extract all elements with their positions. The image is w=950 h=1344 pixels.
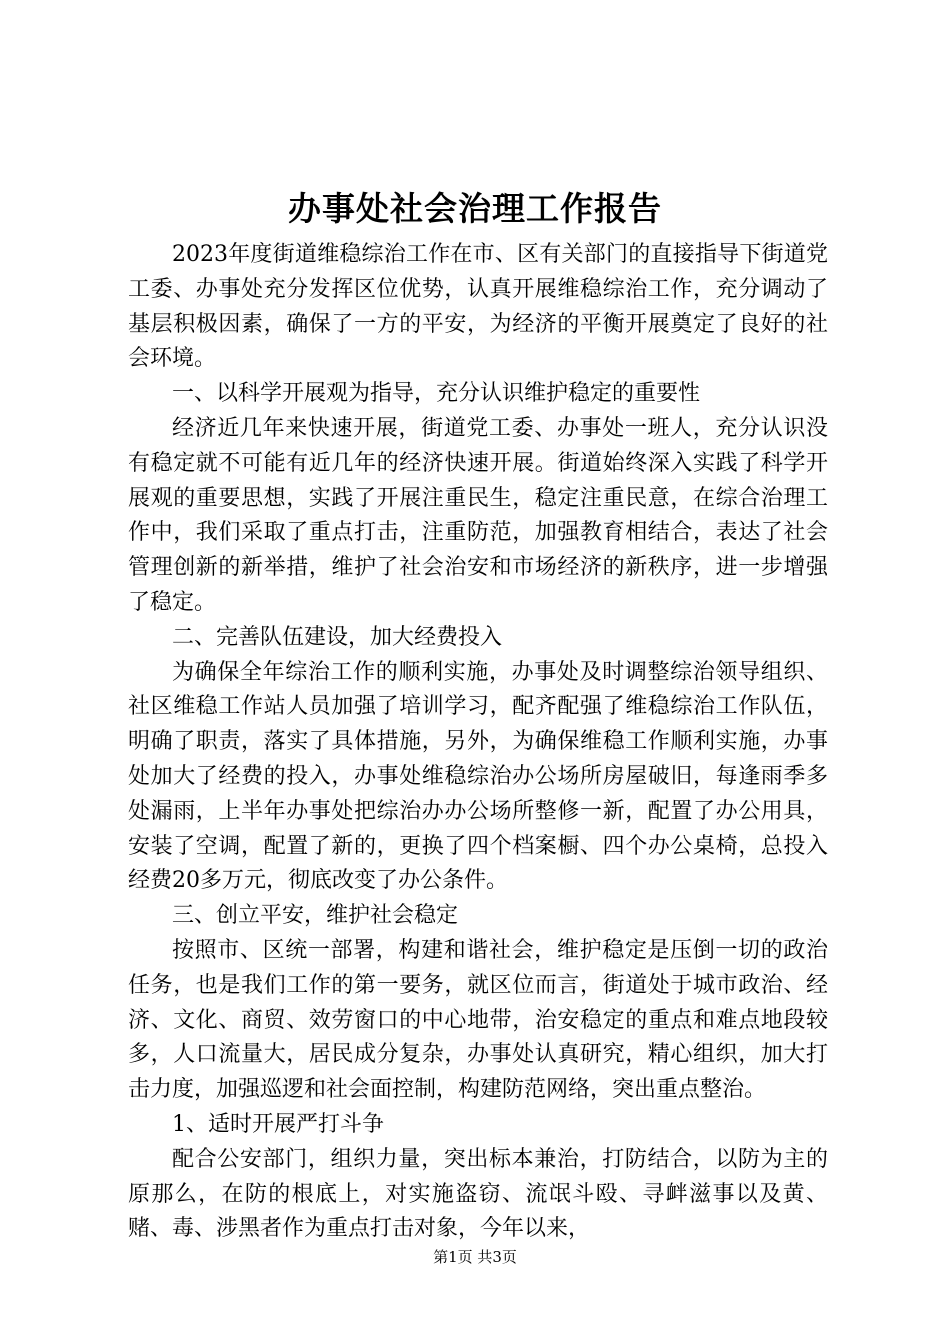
heading-section-2: 二、完善队伍建设，加大经费投入 bbox=[172, 624, 503, 650]
paragraph-section-1: 经济近几年来快速开展，街道党工委、办事处一班人，充分认识没有稳定就不可能有近几年的经济快速开展。街道始终深入实践了科学开展观的重要思想，实践了开展注重民生，稳定注重民意，在综合治理工作中，我们采取了重点打击，注重防范，加强教育相结合，表达了社会管理创新的新举措，维护了社会治安和市场经济的新秩序，进一步增强了稳定。 bbox=[128, 415, 828, 615]
paragraph-section-2: 为确保全年综治工作的顺利实施，办事处及时调整综治领导组织、社区维稳工作站人员加强了培训学习，配齐配强了维稳综治工作队伍，明确了职责，落实了具体措施，另外，为确保维稳工作顺利实施，办事处加大了经费的投入，办事处维稳综治办公场所房屋破旧，每逢雨季多处漏雨，上半年办事处把综治办办公场所整修一新，配置了办公用具，安装了空调，配置了新的，更换了四个档案橱、四个办公桌椅，总投入经费20多万元，彻底改变了办公条件。 bbox=[128, 659, 828, 894]
heading-section-3: 三、创立平安，维护社会稳定 bbox=[172, 903, 459, 929]
paragraph-section-3: 按照市、区统一部署，构建和谐社会，维护稳定是压倒一切的政治任务，也是我们工作的第一要务，就区位而言，街道处于城市政治、经济、文化、商贸、效劳窗口的中心地带，治安稳定的重点和难点地段较多，人口流量大，居民成分复杂，办事处认真研究，精心组织，加大打击力度，加强巡逻和社会面控制，构建防范网络，突出重点整治。 bbox=[128, 937, 828, 1103]
document-title: 办事处社会治理工作报告 bbox=[288, 189, 662, 228]
heading-subsection-1: 1、适时开展严打斗争 bbox=[172, 1111, 384, 1137]
paragraph-intro: 2023年度街道维稳综治工作在市、区有关部门的直接指导下街道党工委、办事处充分发挥区位优势，认真开展维稳综治工作，充分调动了基层积极因素，确保了一方的平安，为经济的平衡开展奠定了良好的社会环境。 bbox=[128, 242, 828, 372]
heading-section-1: 一、以科学开展观为指导，充分认识维护稳定的重要性 bbox=[172, 381, 701, 407]
document-body bbox=[128, 238, 828, 1247]
page-footer: 第1页 共3页 bbox=[433, 1248, 517, 1266]
paragraph-subsection-1: 配合公安部门，组织力量，突出标本兼治，打防结合，以防为主的原那么，在防的根底上，对实施盗窃、流氓斗殴、寻衅滋事以及黄、赌、毒、涉黑者作为重点打击对象，今年以来， bbox=[128, 1146, 828, 1242]
